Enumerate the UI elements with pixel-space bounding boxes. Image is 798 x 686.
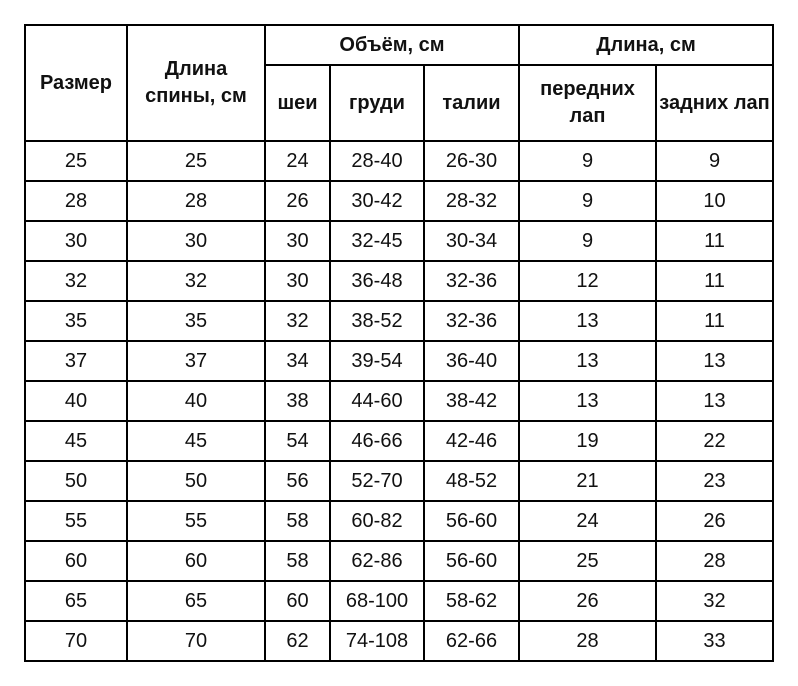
cell-back-length: 30 [127, 221, 265, 261]
cell-front-legs: 26 [519, 581, 656, 621]
cell-waist: 28-32 [424, 181, 519, 221]
cell-hind-legs: 23 [656, 461, 773, 501]
header-back-length: Длина спины, см [127, 25, 265, 141]
cell-waist: 42-46 [424, 421, 519, 461]
cell-waist: 38-42 [424, 381, 519, 421]
cell-hind-legs: 10 [656, 181, 773, 221]
cell-back-length: 50 [127, 461, 265, 501]
cell-hind-legs: 22 [656, 421, 773, 461]
cell-chest: 38-52 [330, 301, 424, 341]
cell-size: 28 [25, 181, 127, 221]
size-chart-table [24, 24, 774, 662]
cell-waist: 26-30 [424, 141, 519, 181]
cell-chest: 46-66 [330, 421, 424, 461]
cell-chest: 60-82 [330, 501, 424, 541]
cell-neck: 24 [265, 141, 330, 181]
cell-size: 45 [25, 421, 127, 461]
cell-chest: 68-100 [330, 581, 424, 621]
cell-front-legs: 13 [519, 341, 656, 381]
cell-waist: 56-60 [424, 501, 519, 541]
cell-hind-legs: 11 [656, 261, 773, 301]
cell-size: 55 [25, 501, 127, 541]
cell-back-length: 60 [127, 541, 265, 581]
table-row [25, 181, 773, 221]
header-front-legs: передних лап [519, 65, 656, 141]
cell-hind-legs: 13 [656, 381, 773, 421]
cell-front-legs: 13 [519, 381, 656, 421]
cell-size: 70 [25, 621, 127, 661]
cell-back-length: 32 [127, 261, 265, 301]
cell-back-length: 28 [127, 181, 265, 221]
table-row [25, 341, 773, 381]
cell-chest: 30-42 [330, 181, 424, 221]
cell-size: 50 [25, 461, 127, 501]
cell-back-length: 55 [127, 501, 265, 541]
cell-neck: 56 [265, 461, 330, 501]
cell-chest: 28-40 [330, 141, 424, 181]
cell-hind-legs: 32 [656, 581, 773, 621]
header-volume-group: Объём, см [265, 25, 519, 65]
cell-hind-legs: 11 [656, 301, 773, 341]
header-size: Размер [25, 25, 127, 141]
cell-front-legs: 19 [519, 421, 656, 461]
cell-neck: 60 [265, 581, 330, 621]
cell-size: 60 [25, 541, 127, 581]
cell-back-length: 25 [127, 141, 265, 181]
cell-chest: 44-60 [330, 381, 424, 421]
cell-waist: 48-52 [424, 461, 519, 501]
table-row [25, 581, 773, 621]
cell-hind-legs: 28 [656, 541, 773, 581]
header-length-group: Длина, см [519, 25, 773, 65]
cell-size: 37 [25, 341, 127, 381]
cell-hind-legs: 13 [656, 341, 773, 381]
cell-waist: 32-36 [424, 261, 519, 301]
table-row [25, 621, 773, 661]
cell-waist: 56-60 [424, 541, 519, 581]
cell-waist: 36-40 [424, 341, 519, 381]
cell-size: 40 [25, 381, 127, 421]
cell-size: 35 [25, 301, 127, 341]
cell-neck: 58 [265, 501, 330, 541]
cell-chest: 32-45 [330, 221, 424, 261]
cell-neck: 26 [265, 181, 330, 221]
cell-size: 32 [25, 261, 127, 301]
cell-front-legs: 12 [519, 261, 656, 301]
cell-chest: 74-108 [330, 621, 424, 661]
cell-hind-legs: 9 [656, 141, 773, 181]
table-row [25, 221, 773, 261]
cell-front-legs: 9 [519, 221, 656, 261]
cell-back-length: 45 [127, 421, 265, 461]
cell-neck: 54 [265, 421, 330, 461]
cell-neck: 58 [265, 541, 330, 581]
header-chest: груди [330, 65, 424, 141]
cell-neck: 32 [265, 301, 330, 341]
cell-neck: 38 [265, 381, 330, 421]
cell-size: 65 [25, 581, 127, 621]
cell-back-length: 65 [127, 581, 265, 621]
cell-hind-legs: 33 [656, 621, 773, 661]
table-row [25, 461, 773, 501]
cell-front-legs: 13 [519, 301, 656, 341]
cell-chest: 52-70 [330, 461, 424, 501]
table-row [25, 421, 773, 461]
cell-chest: 62-86 [330, 541, 424, 581]
cell-waist: 30-34 [424, 221, 519, 261]
cell-neck: 30 [265, 261, 330, 301]
cell-neck: 30 [265, 221, 330, 261]
cell-neck: 34 [265, 341, 330, 381]
cell-front-legs: 9 [519, 141, 656, 181]
table-row [25, 141, 773, 181]
table-row [25, 381, 773, 421]
cell-front-legs: 21 [519, 461, 656, 501]
cell-back-length: 40 [127, 381, 265, 421]
cell-front-legs: 25 [519, 541, 656, 581]
cell-front-legs: 28 [519, 621, 656, 661]
cell-size: 30 [25, 221, 127, 261]
cell-waist: 32-36 [424, 301, 519, 341]
cell-neck: 62 [265, 621, 330, 661]
cell-front-legs: 24 [519, 501, 656, 541]
cell-hind-legs: 11 [656, 221, 773, 261]
cell-size: 25 [25, 141, 127, 181]
cell-chest: 36-48 [330, 261, 424, 301]
table-row [25, 541, 773, 581]
header-hind-legs: задних лап [656, 65, 773, 141]
cell-chest: 39-54 [330, 341, 424, 381]
table-row [25, 301, 773, 341]
table-row [25, 261, 773, 301]
cell-hind-legs: 26 [656, 501, 773, 541]
cell-waist: 62-66 [424, 621, 519, 661]
cell-back-length: 37 [127, 341, 265, 381]
cell-waist: 58-62 [424, 581, 519, 621]
header-waist: талии [424, 65, 519, 141]
table-row [25, 501, 773, 541]
header-neck: шеи [265, 65, 330, 141]
cell-back-length: 35 [127, 301, 265, 341]
cell-front-legs: 9 [519, 181, 656, 221]
cell-back-length: 70 [127, 621, 265, 661]
